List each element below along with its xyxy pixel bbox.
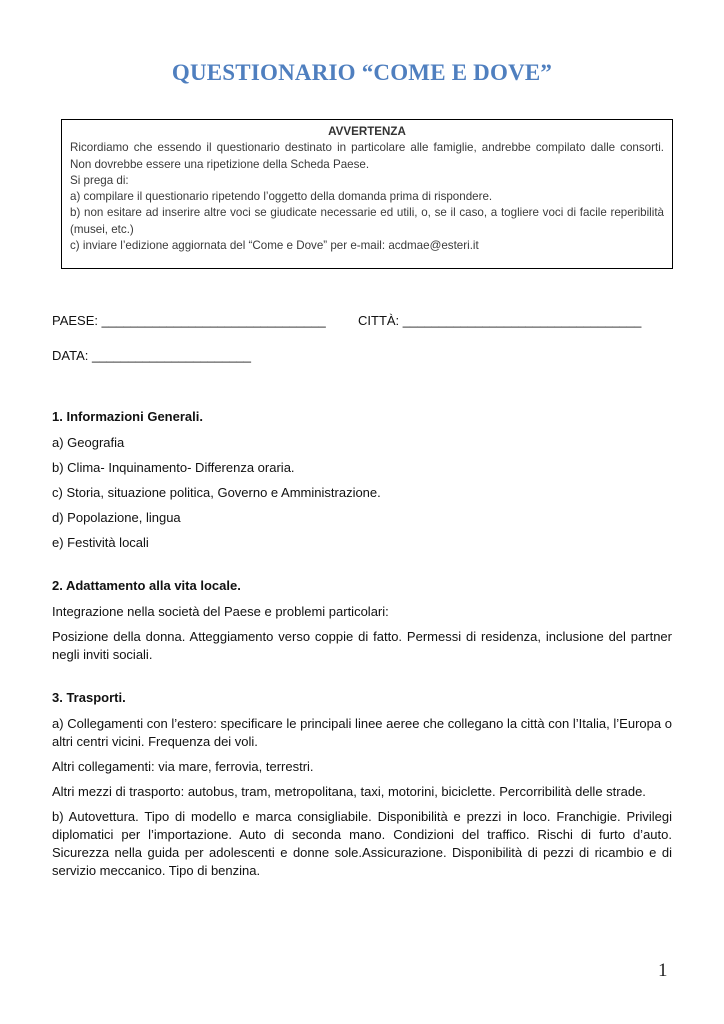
section-item: c) Storia, situazione politica, Governo e Amministrazione. [52, 485, 381, 500]
section-item: d) Popolazione, lingua [52, 510, 181, 525]
section-item: a) Collegamenti con l’estero: specificare le principali linee aeree che collegano la città con l’Italia, l’Europa o altri centri vicini. Frequenza dei voli. [52, 716, 672, 749]
page-number: 1 [658, 960, 668, 981]
data-field: DATA: ______________________ [52, 348, 252, 363]
section-item: a) Geografia [52, 435, 125, 450]
notice-line: c) inviare l’edizione aggiornata del “Come e Dove” per e-mail: acdmae@esteri.it [70, 239, 479, 253]
section-heading: 2. Adattamento alla vita locale. [52, 578, 241, 593]
questionnaire-body [52, 408, 672, 887]
section-item: b) Clima- Inquinamento- Differenza oraria. [52, 460, 295, 475]
section-item: Integrazione nella società del Paese e problemi particolari: [52, 604, 389, 619]
notice-box [61, 119, 673, 269]
notice-line: Si prega di: [70, 173, 129, 187]
section-item: e) Festività locali [52, 535, 149, 550]
section-item: Altri mezzi di trasporto: autobus, tram, metropolitana, taxi, motorini, biciclette. Percorribilità delle strade. [52, 784, 646, 799]
section-heading: 3. Trasporti. [52, 690, 126, 705]
notice-line: Ricordiamo che essendo il questionario destinato in particolare alle famiglie, andrebbe compilato dalle consorti. Non dovrebbe essere una ripetizione della Scheda Paese. [70, 141, 664, 171]
spacer [52, 671, 672, 689]
section-item: b) Autovettura. Tipo di modello e marca consigliabile. Disponibilità e prezzi in loco. Franchigie. Privilegi diplomatici per l’importazione. Auto di seconda mano. Condizioni del traffico. Rischi di furto d’auto. Sicurezza nella guida per adolescenti e donne sole.Assicurazione. Disponibilità di pezzi di ricambio e di servizio meccanico. Tipo di benzina. [52, 809, 672, 878]
page-title: QUESTIONARIO “COME E DOVE” [171, 60, 553, 85]
section-heading: 1. Informazioni Generali. [52, 409, 203, 424]
spacer [52, 559, 672, 577]
notice-line: a) compilare il questionario ripetendo l’oggetto della domanda prima di rispondere. [70, 190, 493, 204]
section-item: Posizione della donna. Atteggiamento verso coppie di fatto. Permessi di residenza, inclusione del partner negli inviti sociali. [52, 629, 672, 662]
citta-field: CITTÀ: _________________________________ [358, 313, 642, 328]
notice-heading: AVVERTENZA [328, 125, 406, 138]
paese-field: PAESE: _______________________________ [52, 313, 326, 328]
notice-line: b) non esitare ad inserire altre voci se giudicate necessarie ed utili, o, se il caso, a togliere voci di facile reperibilità (musei, etc.) [70, 206, 664, 236]
section-item: Altri collegamenti: via mare, ferrovia, terrestri. [52, 759, 314, 774]
